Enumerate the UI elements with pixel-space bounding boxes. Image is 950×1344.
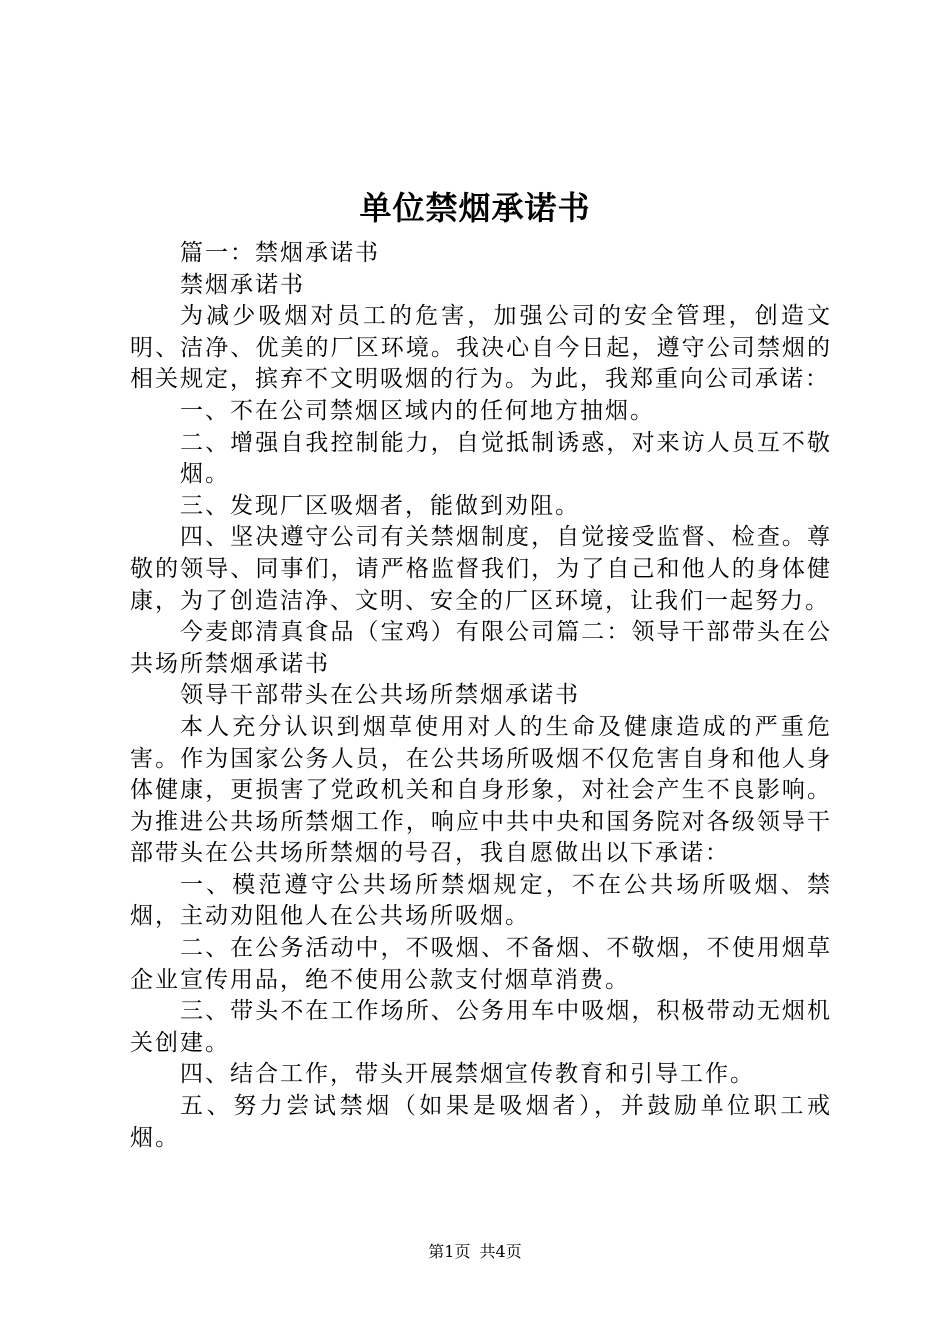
paragraph-intro-1: 为减少吸烟对员工的危害，加强公司的安全管理，创造文明、洁净、优美的厂区环境。我决心自今日起，遵守公司禁烟的相关规定，摈弃不文明吸烟的行为。为此，我郑重向公司承诺： [130, 303, 832, 393]
list-item-1-1: 一、不在公司禁烟区域内的任何地方抽烟。 [180, 397, 655, 424]
document-body [130, 238, 832, 1154]
list-item-2-1: 一、模范遵守公共场所禁烟规定，不在公共场所吸烟、禁烟，主动劝阻他人在公共场所吸烟。 [130, 871, 832, 930]
list-item-1-2: 二、增强自我控制能力，自觉抵制诱惑，对来访人员互不敬烟。 [180, 429, 832, 488]
paragraph-intro-2: 本人充分认识到烟草使用对人的生命及健康造成的严重危害。作为国家公务人员，在公共场所吸烟不仅危害自身和他人身体健康，更损害了党政机关和自身形象，对社会产生不良影响。为推进公共场所禁烟工作，响应中共中央和国务院对各级领导干部带头在公共场所禁烟的号召，我自愿做出以下承诺： [130, 713, 832, 867]
document-title: 单位禁烟承诺书 [359, 189, 591, 227]
subtitle-2: 领导干部带头在公共场所禁烟承诺书 [180, 682, 580, 709]
list-item-2-2: 二、在公务活动中，不吸烟、不备烟、不敬烟，不使用烟草企业宣传用品，绝不使用公款支付烟草消费。 [130, 935, 832, 993]
page-total: 共4页 [479, 1242, 522, 1261]
page-number: 第1页 [428, 1242, 471, 1261]
list-item-2-4: 四、结合工作，带头开展禁烟宣传教育和引导工作。 [180, 1061, 755, 1088]
section-heading-1: 篇一：禁烟承诺书 [180, 240, 380, 266]
subtitle-1: 禁烟承诺书 [180, 271, 305, 298]
list-item-1-3: 三、发现厂区吸烟者，能做到劝阻。 [180, 492, 580, 519]
list-item-1-4: 四、坚决遵守公司有关禁烟制度，自觉接受监督、检查。尊敬的领导、同事们，请严格监督我们，为了自己和他人的身体健康，为了创造洁净、文明、安全的厂区环境，让我们一起努力。 [130, 524, 832, 614]
list-item-2-5: 五、努力尝试禁烟（如果是吸烟者），并鼓励单位职工戒烟。 [130, 1093, 832, 1151]
company-and-section-heading-2: 今麦郎清真食品（宝鸡）有限公司篇二：领导干部带头在公共场所禁烟承诺书 [130, 619, 832, 677]
list-item-2-3: 三、带头不在工作场所、公务用车中吸烟，积极带动无烟机关创建。 [130, 998, 832, 1056]
page-footer [0, 1241, 950, 1263]
